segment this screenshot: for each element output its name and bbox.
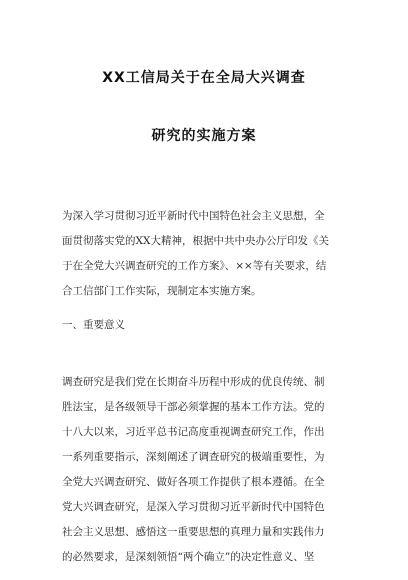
- body-line: 一系列重要指示，深刻阐述了调查研究的极端重要性，为: [62, 451, 325, 463]
- body-line: 党大兴调查研究，是深入学习贯彻习近平新时代中国特色: [62, 501, 325, 513]
- intro-line: 面贯彻落实党的XX大精神，根据中共中央办公厅印发《关: [62, 235, 329, 247]
- importance-paragraph: [62, 370, 352, 570]
- body-line: 全党大兴调查研究、做好各项工作提供了根本遵循。在全: [62, 476, 325, 488]
- body-line: 社会主义思想、感悟这一重要思想的真理力量和实践伟力: [62, 526, 325, 538]
- body-line: 胜法宝，是各级领导干部必须掌握的基本工作方法。党的: [62, 401, 325, 413]
- intro-line: 合工信部门工作实际，现制定本实施方案。: [62, 285, 262, 297]
- document-title-line-1: XX工信局关于在全局大兴调查: [102, 70, 306, 86]
- document-title-line-2: 研究的实施方案: [151, 128, 257, 144]
- intro-paragraph: [62, 204, 352, 304]
- body-line: 的必然要求，是深刻领悟“两个确立”的决定性意义、坚: [62, 551, 315, 563]
- body-line: 调查研究是我们党在长期奋斗历程中形成的优良传统、制: [62, 376, 325, 388]
- body-line: 十八大以来，习近平总书记高度重视调查研究工作，作出: [62, 426, 325, 438]
- section-heading-importance: 一、重要意义: [62, 319, 125, 331]
- intro-line: 于在全党大兴调查研究的工作方案》、××等有关要求，结: [62, 260, 327, 272]
- intro-line: 为深入学习贯彻习近平新时代中国特色社会主义思想，全: [62, 210, 325, 222]
